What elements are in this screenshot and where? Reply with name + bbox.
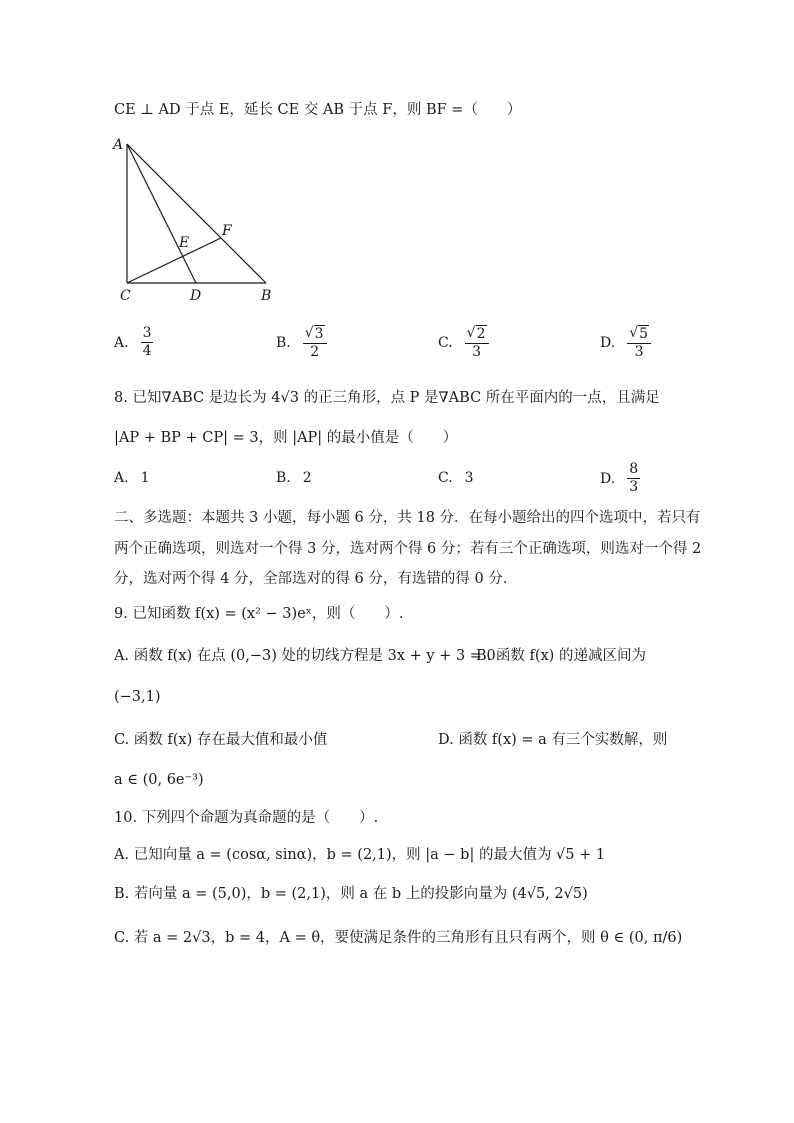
option-label: B. [276,335,291,351]
section2-line1: 二、多选题：本题共 3 小题，每小题 6 分，共 18 分．在每小题给出的四个选项中，若只有 [114,510,701,526]
q7-option-b[interactable] [276,325,327,361]
q8-option-d[interactable]: D. $\frac{8}{3}$ [600,461,639,495]
q8-line1: 8. 已知∇ABC 是边长为 4√3 的正三角形，点 P 是∇ABC 所在平面内的一点，且满足 [114,390,660,406]
q9-option-d-cont: a ∈ (0, 6e⁻³) [114,772,204,788]
fraction: √ 5 3 [627,325,651,361]
q7-stem: CE ⊥ AD 于点 E，延长 CE 交 AB 于点 F，则 BF =（ ） [114,102,522,118]
q7-option-d[interactable] [600,325,651,361]
fraction: $\frac{8}{3}$ [629,461,639,495]
segment-AB [127,144,266,283]
q10-option-c[interactable]: C. 若 a = 2√3，b = 4，A = θ，要使满足条件的三角形有且只有两个，则 θ ∈ (0, π/6) [114,930,683,946]
fraction: $\frac{3}{4}$ [142,325,152,359]
q7-option-c[interactable] [438,325,489,361]
q10-option-a[interactable]: A. 已知向量 a = (cosα, sinα)，b = (2,1)，则 |a − b| 的最大值为 √5 + 1 [114,847,606,863]
q8-option-b[interactable]: B. 2 [276,470,312,486]
label-E: E [179,235,190,251]
option-label: C. [438,335,453,351]
section2-line3: 分，选对两个得 4 分，全部选对的得 6 分，有选错的得 0 分． [114,571,518,587]
q10-stem: 10. 下列四个命题为真命题的是（ ）. [114,810,379,826]
option-label: D. [600,335,616,351]
q9-option-a[interactable]: A. 函数 f(x) 在点 (0,−3) 处的切线方程是 3x + y + 3 = 0 [114,648,496,664]
q9-stem: 9. 已知函数 f(x) = (x² − 3)eˣ，则（ ）. [114,606,404,622]
label-D: D [190,288,202,304]
label-F: F [222,223,232,239]
q8-option-c[interactable]: C. 3 [438,470,474,486]
triangle-figure [110,134,280,304]
segment-AD [127,144,196,283]
q8-option-a[interactable]: A. 1 [114,470,150,486]
label-C: C [120,288,131,304]
q10-option-b[interactable]: B. 若向量 a = (5,0)，b = (2,1)，则 a 在 b 上的投影向量为 (4√5, 2√5) [114,886,588,902]
q7-option-a[interactable] [114,325,153,360]
segment-CF [127,238,221,283]
fraction: √ 3 2 [303,325,327,361]
label-B: B [261,288,272,304]
q9-option-d[interactable]: D. 函数 f(x) = a 有三个实数解，则 [438,732,668,748]
q9-option-b[interactable]: B. 函数 f(x) 的递减区间为 [476,648,646,664]
q8-line2: |AP + BP + CP| = 3，则 |AP| 的最小值是（ ） [114,430,458,446]
label-A: A [113,137,124,153]
section2-line2: 两个正确选项，则选对一个得 3 分，选对两个得 6 分；若有三个正确选项，则选对一个得 2 [114,541,702,557]
q9-option-c[interactable]: C. 函数 f(x) 存在最大值和最小值 [114,732,328,748]
option-label: A. [114,334,129,351]
fraction: √ 2 3 [465,325,489,361]
q9-option-b-cont: (−3,1) [114,689,161,705]
